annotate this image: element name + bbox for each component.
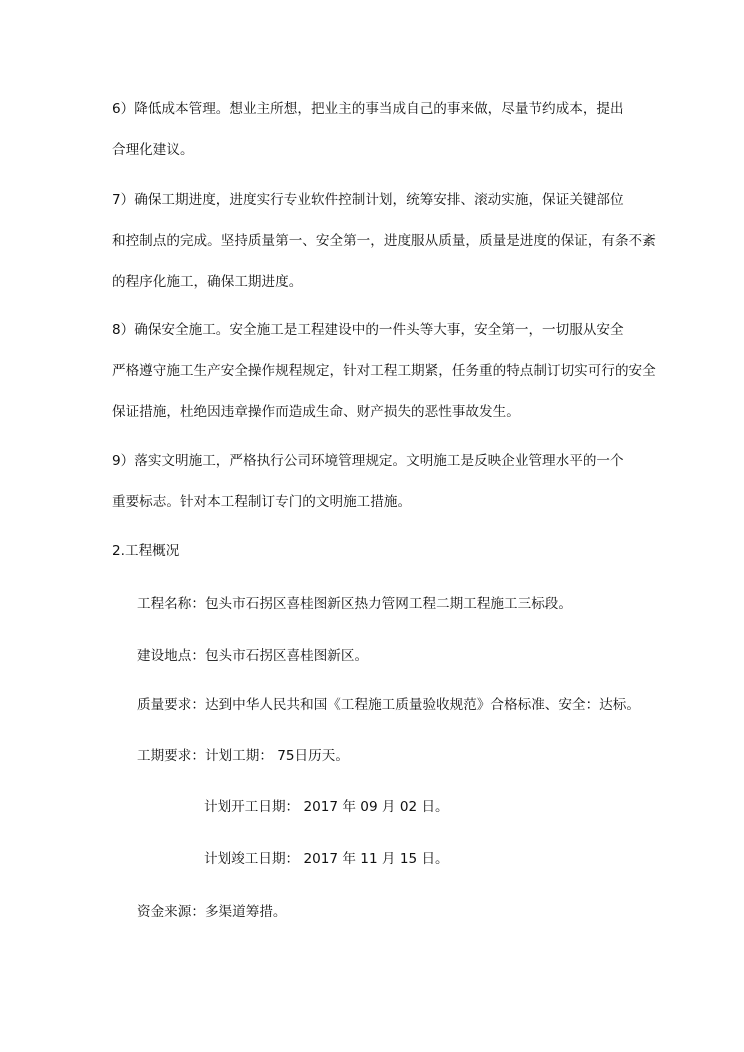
item-8-line-2: 严格遵守施工生产安全操作规程规定，针对工程工期紧，任务重的特点制订切实可行的安全 <box>112 363 656 379</box>
item-7-line-1: 7）确保工期进度，进度实行专业软件控制计划，统筹安排、滚动实施，保证关键部位 <box>112 192 624 208</box>
construction-location: 建设地点：包头市石拐区喜桂图新区。 <box>137 648 369 664</box>
project-name: 工程名称：包头市石拐区喜桂图新区热力管网工程二期工程施工三标段。 <box>137 596 572 612</box>
item-7-line-3: 的程序化施工，确保工期进度。 <box>112 274 303 290</box>
item-7-line-2: 和控制点的完成。坚持质量第一、安全第一，进度服从质量，质量是进度的保证，有条不紊 <box>112 233 656 249</box>
planned-end-date: 计划竣工日期： 2017 年 11 月 15 日。 <box>204 851 449 867</box>
item-9-line-2: 重要标志。针对本工程制订专门的文明施工措施。 <box>112 494 412 510</box>
funding-source: 资金来源：多渠道筹措。 <box>137 904 287 920</box>
section-heading: 2.工程概况 <box>112 543 180 559</box>
item-8-line-3: 保证措施，杜绝因违章操作而造成生命、财产损失的恶性事故发生。 <box>112 404 520 420</box>
quality-requirement: 质量要求：达到中华人民共和国《工程施工质量验收规范》合格标准、安全：达标。 <box>137 697 640 713</box>
item-6-line-1: 6）降低成本管理。想业主所想，把业主的事当成自己的事来做，尽量节约成本，提出 <box>112 101 624 117</box>
planned-start-date: 计划开工日期： 2017 年 09 月 02 日。 <box>204 799 449 815</box>
item-6-line-2: 合理化建议。 <box>112 142 194 158</box>
schedule-requirement: 工期要求：计划工期： 75日历天。 <box>137 748 349 764</box>
item-8-line-1: 8）确保安全施工。安全施工是工程建设中的一件头等大事，安全第一，一切服从安全 <box>112 322 624 338</box>
item-9-line-1: 9）落实文明施工，严格执行公司环境管理规定。文明施工是反映企业管理水平的一个 <box>112 453 624 469</box>
